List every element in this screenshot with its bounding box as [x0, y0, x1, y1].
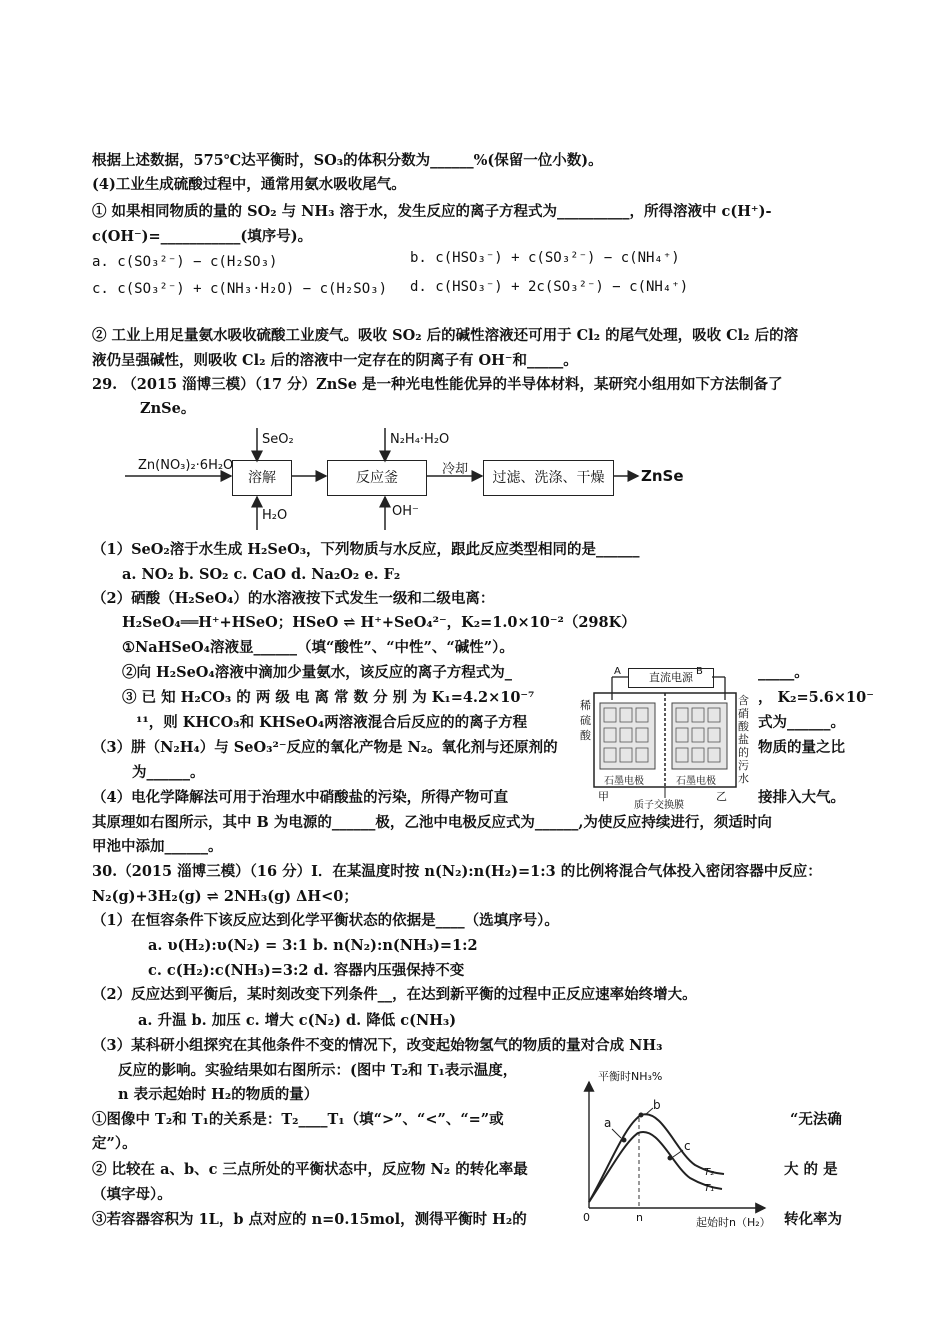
graph-origin-label: 0: [583, 1211, 590, 1224]
text-line: ②向 H₂SeO₄溶液中滴加少量氨水，该反应的离子方程式为_: [122, 664, 513, 681]
text-line: ③ 已 知 H₂CO₃ 的 两 级 电 离 常 数 分 别 为 K₁=4.2×10⁻⁷: [122, 689, 535, 706]
text-line: 反应的影响。实验结果如右图所示：(图中 T₂和 T₁表示温度，: [118, 1062, 518, 1079]
text-line: ③若容器容积为 1L，b 点对应的 n=0.15mol，测得平衡时 H₂的: [92, 1211, 527, 1228]
graph-n-tick: n: [636, 1211, 643, 1224]
point-a-label: a: [604, 1116, 612, 1130]
flow-oh-label: OH⁻: [392, 504, 419, 519]
text-line: 其原理如右图所示，其中 B 为电源的______极，乙池中电极反应式为______,为使反应持续进行，须适时向: [92, 814, 772, 831]
text-line: a. NO₂ b. SO₂ c. CaO d. Na₂O₂ e. F₂: [122, 566, 401, 583]
reactor-box: 反应釜: [327, 460, 427, 496]
curve-t2-label: T₂: [704, 1167, 715, 1178]
flow-h2o-label: H₂O: [262, 508, 288, 523]
text-line: 液仍呈强碱性，则吸收 Cl₂ 后的溶液中一定存在的阴离子有 OH⁻和_____。: [92, 352, 578, 369]
graph-xlabel: 起始时n（H₂）: [696, 1216, 771, 1229]
question-29-header: 29. （2015 淄博三模）（17 分）ZnSe 是一种光电性能优异的半导体材料，某研究小组用如下方法制备了: [92, 376, 783, 393]
text-line: ② 工业上用足量氨水吸收硫酸工业废气。吸收 SO₂ 后的碱性溶液还可用于 Cl₂ 的尾气处理，吸收 Cl₂ 后的溶: [92, 327, 799, 344]
text-line: ①图像中 T₂和 T₁的关系是：T₂____T₁（填“>”、“<”、“=”或: [92, 1111, 504, 1128]
text-line: （1）SeO₂溶于水生成 H₂SeO₃，下列物质与水反应，跟此反应类型相同的是______: [92, 541, 640, 558]
left-electrode-label: 石墨电极: [604, 776, 644, 787]
flow-cool-label: 冷却: [442, 462, 469, 477]
text-line: ZnSe。: [140, 400, 196, 417]
question-30-header: 30.（2015 淄博三模）（16 分）Ⅰ．在某温度时按 n(N₂):n(H₂)=1:3 的比例将混合气体投入密闭容器中反应：: [92, 863, 822, 880]
point-b-label: b: [653, 1098, 661, 1112]
text-line: ① 如果相同物质的量的 SO₂ 与 NH₃ 溶于水，发生反应的离子方程式为__________，所得溶液中 c(H⁺)-: [92, 203, 772, 220]
text-line: ①NaHSeO₄溶液显______（填“酸性”、“中性”、“碱性”）。: [122, 639, 514, 656]
text-line: （填字母）。: [92, 1186, 172, 1203]
right-solution-label: 含硝酸盐的污水: [738, 694, 749, 785]
cell-yi-label: 乙: [716, 790, 727, 803]
text-line: 甲池中添加______。: [92, 838, 223, 855]
text-line: ¹¹，则 KHCO₃和 KHSeO₄两溶液混合后反应的的离子方程: [136, 714, 528, 731]
text-line: ， K₂=5.6×10⁻: [758, 689, 874, 706]
text-line: 式为______。: [758, 714, 845, 731]
text-line: 接排入大气。: [758, 789, 845, 806]
point-c-label: c: [684, 1139, 691, 1153]
text-line: ② 比较在 a、b、c 三点所处的平衡状态中，反应物 N₂ 的转化率最: [92, 1161, 528, 1178]
text-line: N₂(g)+3H₂(g) ⇌ 2NH₃(g) ΔH<0；: [92, 888, 358, 905]
left-solution-label: 稀硫酸: [580, 699, 591, 742]
text-line: （3）某科研小组探究在其他条件不变的情况下，改变起始物氢气的物质的量对合成 NH₃: [92, 1037, 663, 1054]
electrode-b-label: B: [696, 666, 703, 677]
text-line: （3）肼（N₂H₄）与 SeO₃²⁻反应的氧化产物是 N₂。氧化剂与还原剂的: [92, 739, 558, 756]
option-b: b. c(HSO₃⁻) + c(SO₃²⁻) − c(NH₄⁺): [410, 250, 680, 266]
power-supply-box: 直流电源: [628, 668, 714, 688]
flow-product-label: ZnSe: [641, 467, 684, 485]
text-line: 大 的 是: [784, 1161, 838, 1178]
process-box: 过滤、洗涤、干燥: [483, 460, 614, 496]
right-electrode-label: 石墨电极: [676, 776, 716, 787]
text-line: H₂SeO₄══H⁺+HSeO；HSeO ⇌ H⁺+SeO₄²⁻，K₂=1.0×10⁻²（298K）: [122, 614, 636, 631]
text-line: n 表示起始时 H₂的物质的量）: [118, 1086, 319, 1103]
graph-ylabel: 平衡时NH₃%: [598, 1070, 663, 1083]
option-a: a. c(SO₃²⁻) − c(H₂SO₃): [92, 254, 278, 270]
text-line: c. c(H₂):c(NH₃)=3:2 d. 容器内压强保持不变: [148, 962, 465, 979]
text-line: 物质的量之比: [758, 739, 845, 756]
text-line: 根据上述数据，575℃达平衡时，SO₃的体积分数为______%(保留一位小数)。: [92, 152, 603, 169]
text-line: 为______。: [132, 764, 205, 781]
curve-t1-label: T₁: [704, 1183, 715, 1194]
dissolve-box: 溶解: [232, 460, 292, 496]
flow-seo2-label: SeO₂: [262, 432, 294, 447]
flow-input-label: Zn(NO₃)₂·6H₂O: [138, 458, 234, 473]
text-line: 转化率为: [784, 1211, 842, 1228]
text-line: 定”）。: [92, 1135, 137, 1152]
cell-jia-label: 甲: [598, 790, 609, 803]
text-line: （2）硒酸（H₂SeO₄）的水溶液按下式发生一级和二级电离：: [92, 590, 495, 607]
text-line: “无法确: [790, 1111, 842, 1128]
text-line: c(OH⁻)=___________(填序号)。: [92, 228, 313, 245]
text-line: （4）电化学降解法可用于治理水中硝酸盐的污染，所得产物可直: [92, 789, 509, 806]
text-line: a. 升温 b. 加压 c. 增大 c(N₂) d. 降低 c(NH₃): [138, 1012, 457, 1029]
text-line: a. υ(H₂):υ(N₂) = 3:1 b. n(N₂):n(NH₃)=1:2: [148, 937, 478, 954]
option-d: d. c(HSO₃⁻) + 2c(SO₃²⁻) − c(NH₄⁺): [410, 279, 689, 295]
text-line: (4)工业生成硫酸过程中，通常用氨水吸收尾气。: [92, 176, 406, 193]
flow-n2h4-label: N₂H₄·H₂O: [390, 432, 450, 447]
electrode-a-label: A: [614, 666, 621, 677]
text-line: （2）反应达到平衡后，某时刻改变下列条件__，在达到新平衡的过程中正反应速率始终增大。: [92, 986, 697, 1003]
membrane-label: 质子交换膜: [634, 800, 684, 811]
text-line: _____。: [758, 664, 809, 681]
text-line: （1）在恒容条件下该反应达到化学平衡状态的依据是____（选填序号）。: [92, 912, 559, 929]
option-c: c. c(SO₃²⁻) + c(NH₃·H₂O) − c(H₂SO₃): [92, 281, 388, 297]
